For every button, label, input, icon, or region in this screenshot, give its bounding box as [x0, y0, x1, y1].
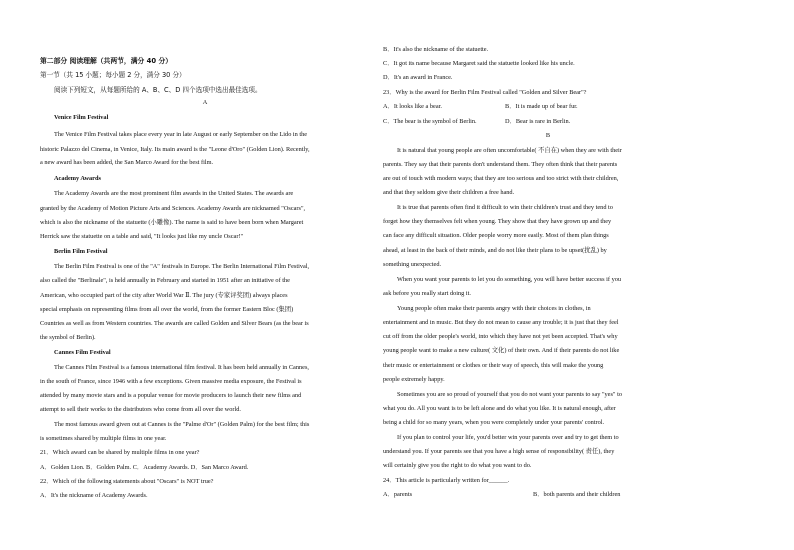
question-22-option-c: C．It got its name because Margaret said the statuette looked like his uncle. — [383, 60, 575, 67]
section-heading: 第一节（共 15 小题；每小题 2 分，满分 30 分） — [40, 71, 186, 79]
cannes-line: attended by many movie stars and is a popular venue for movie producers to launch their new films and — [40, 392, 302, 399]
question-22-option-b: B．It's also the nickname of the statuette. — [383, 46, 489, 53]
question-21: 21．Which award can be shared by multiple films in one year? — [40, 449, 200, 456]
passage-b-line: Young people often make their parents angry with their choices in clothes, in — [397, 305, 591, 312]
question-22-option-a: A．It's the nickname of Academy Awards. — [40, 492, 148, 499]
passage-b-line: young people want to make a new culture( 文化) of their own. And if their parents do not like — [383, 347, 620, 354]
academy-line: which is also the nickname of the statuette (小雕像). The name is said to have been born when Margaret — [40, 219, 304, 226]
venice-line: The Venice Film Festival takes place every year in late August or early September on the Lido in the — [54, 131, 308, 138]
passage-b-line: being a child for so many years, when you were completely under your parents' control. — [383, 419, 605, 426]
berlin-line: American, who occupied part of the city after World War Ⅱ. The jury (专家评奖团) always places — [40, 292, 288, 299]
passage-b-line: It is natural that young people are often uncomfortable( 不自在) when they are with their — [397, 147, 622, 154]
passage-b-line: If you plan to control your life, you'd better win your parents over and try to get them to — [397, 434, 619, 441]
berlin-line: also called the "Berlinale", is held annually in February and started in 1951 after an initiative of the — [40, 277, 290, 284]
passage-b-line: forget how they themselves felt when young. They show that they have grown up and they — [383, 218, 612, 225]
passage-b-line: can face any difficult situation. Older people worry more easily. Most of them plan things — [383, 232, 609, 239]
academy-title: Academy Awards — [54, 175, 101, 182]
berlin-title: Berlin Film Festival — [54, 248, 108, 255]
question-22-option-d: D．It's an award in France. — [383, 74, 453, 81]
passage-b-line: and that they seldom give their children a free hand. — [383, 189, 515, 196]
passage-b-line: something unexpected. — [383, 261, 442, 268]
cannes-line: is sometimes shared by multiple films in one year. — [40, 435, 167, 442]
passage-b-line: It is true that parents often find it difficult to win their children's trust and they tend to — [397, 204, 613, 211]
passage-b-line: ahead, at least in the back of their minds, and do not like their plans to be upset(扰乱) by — [383, 247, 607, 254]
passage-b-line: understand you. If your parents see that you have a high sense of responsibility( 责任), they — [383, 448, 615, 455]
cannes-line: The Cannes Film Festival is a famous international film festival. It has been held annually in Cannes, — [54, 364, 309, 371]
question-24-option-a: A．parents — [383, 491, 413, 498]
question-22: 22．Which of the following statements about "Oscars" is NOT true? — [40, 478, 214, 485]
venice-title: Venice Film Festival — [54, 114, 109, 121]
passage-b-line: people extremely happy. — [383, 376, 445, 383]
cannes-title: Cannes Film Festival — [54, 349, 111, 356]
berlin-line: special emphasis on representing films from all over the world, from the former Eastern Bloc (集团) — [40, 306, 294, 313]
cannes-line: attempt to sell their works to the distributors who come from all over the world. — [40, 406, 241, 413]
question-23: 23．Why is the award for Berlin Film Festival called "Golden and Silver Bear"? — [383, 89, 587, 96]
passage-b-line: entertainment and in music. But they do not mean to cause any trouble; it is just that they feel — [383, 319, 619, 326]
cannes-line: The most famous award given out at Cannes is the "Palme d'Or" (Golden Palm) for the best film; this — [54, 421, 310, 428]
venice-line: historic Palazzo del Cinema, in Venice, Italy. Its main award is the "Leone d'Oro" (Golden Lion). Recently, — [40, 146, 310, 153]
berlin-line: Countries as well as from Western countries. The awards are called Golden and Silver Bears (as the bear is — [40, 320, 309, 327]
question-21-options: A．Golden Lion. B．Golden Palm. C．Academy Awards. D．San Marco Award. — [40, 464, 249, 471]
part-heading: 第二部分 阅读理解（共两节，满分 40 分） — [40, 57, 173, 65]
venice-line: a new award has been added, the San Marco Award for the best film. — [40, 159, 214, 166]
question-23-option-c: C．The bear is the symbol of Berlin. — [383, 118, 477, 125]
instruction: 阅读下列短文，从每题所给的 A、B、C、D 四个选项中选出最佳选项。 — [54, 86, 262, 94]
passage-b-letter: B — [545, 132, 551, 139]
passage-b-line: are out of touch with modern ways; that they are too serious and too strict with their children, — [383, 175, 619, 182]
passage-b-line: ask before you really start doing it. — [383, 290, 471, 297]
passage-b-line: parents. They say that their parents don't understand them. They often think that their parents — [383, 161, 618, 168]
berlin-line: the symbol of Berlin). — [40, 334, 96, 341]
passage-b-line: Sometimes you are so proud of yourself that you do not want your parents to say "yes" to — [397, 391, 622, 398]
question-23-option-b: B．It is made up of bear fur. — [505, 103, 578, 110]
passage-b-line: cut off from the older people's world, into which they have not yet been accepted. That's why — [383, 333, 618, 340]
passage-a-letter: A — [202, 99, 208, 106]
question-23-option-a: A．It looks like a bear. — [383, 103, 442, 110]
question-24: 24．This article is particularly written for______. — [383, 477, 510, 484]
passage-b-line: what you do. All you want is to be left alone and do what you like. It is natural enough, after — [383, 405, 616, 412]
question-24-option-b: B．both parents and their children — [533, 491, 621, 498]
question-23-option-d: D．Bear is rare in Berlin. — [505, 118, 571, 125]
passage-b-line: will certainly give you the right to do what you want to do. — [383, 462, 532, 469]
passage-b-line: When you want your parents to let you do something, you will have better success if you — [397, 276, 622, 283]
cannes-line: in the south of France, since 1946 with a few exceptions. Given massive media exposure, the Festival is — [40, 378, 302, 385]
passage-b-line: their music or entertainment or clothes or their way of speech, this will make the young — [383, 362, 604, 369]
berlin-line: The Berlin Film Festival is one of the "A" festivals in Europe. The Berlin International Film Festival, — [54, 263, 310, 270]
academy-line: granted by the Academy of Motion Picture Arts and Sciences. Academy Awards are nicknamed "Oscars", — [40, 205, 306, 212]
academy-line: The Academy Awards are the most prominent film awards in the United States. The awards are — [54, 190, 294, 197]
academy-line: Herrick saw the statuette on a table and said, "It looks just like my uncle Oscar!" — [40, 233, 244, 240]
